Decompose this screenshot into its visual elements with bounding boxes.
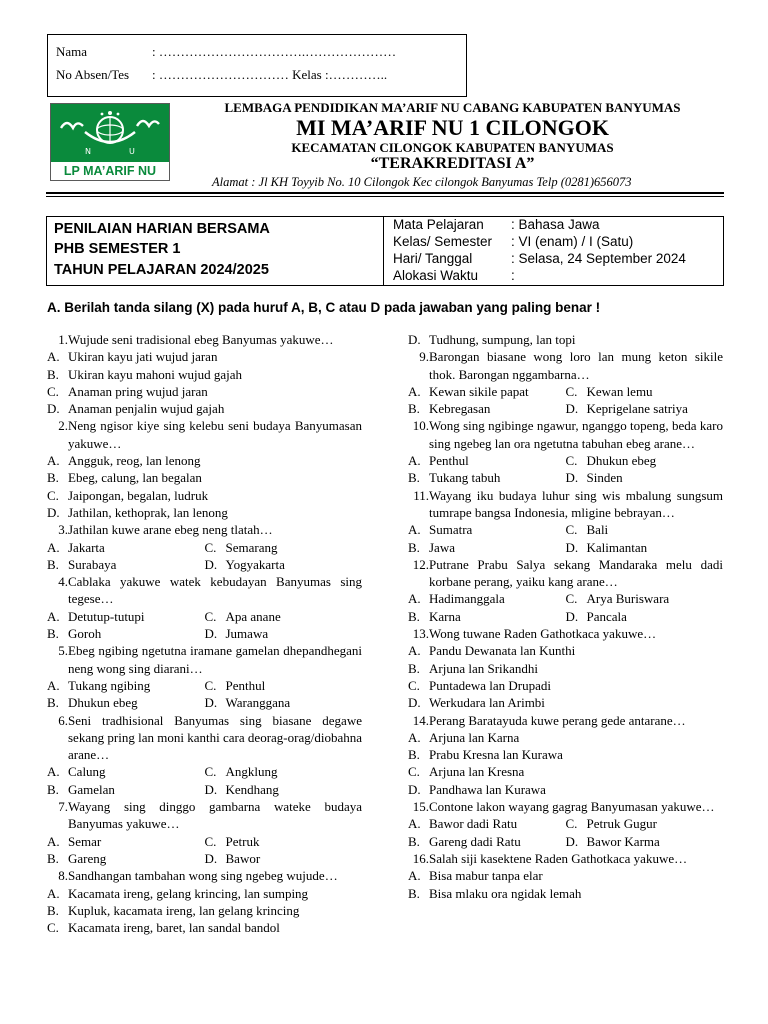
nu-emblem-icon xyxy=(55,108,165,160)
option-text: Petruk Gugur xyxy=(586,816,657,832)
answer-option[interactable] xyxy=(408,677,723,694)
answer-option[interactable] xyxy=(566,521,724,538)
question-text: Contone lakon wayang gagrag Banyumasan yakuwe… xyxy=(429,799,715,815)
option-letter: B. xyxy=(47,781,59,797)
name-row xyxy=(56,44,396,60)
question-number: 15. xyxy=(412,799,429,815)
questions-column-left xyxy=(47,331,362,936)
option-letter: D. xyxy=(565,470,579,486)
question-number: 16. xyxy=(412,850,429,866)
option-text: Ukiran kayu jati wujud jaran xyxy=(68,349,218,365)
name-field[interactable]: : …………………………….………………… xyxy=(152,44,397,59)
answer-option-row xyxy=(47,539,362,556)
option-letter: A. xyxy=(47,833,60,849)
exam-year: TAHUN PELAJARAN 2024/2025 xyxy=(54,262,269,278)
option-text: Angklung xyxy=(225,764,278,780)
answer-option[interactable] xyxy=(47,677,205,694)
option-text: Bali xyxy=(586,522,609,538)
option-text: Ukiran kayu mahoni wujud gajah xyxy=(68,366,243,382)
question-text: Neng ngisor kiye sing kelebu seni budaya Banyumasan yakuwe… xyxy=(68,418,362,451)
option-letter: A. xyxy=(47,608,60,624)
info-key: Hari/ Tanggal xyxy=(393,251,473,266)
option-letter: A. xyxy=(47,764,60,780)
answer-option[interactable] xyxy=(47,850,205,867)
question-text: Wong sing ngibinge ngawur, nganggo topeng, beda karo sing ngebeg lan ora ngetutna tabuhan ebeg arane… xyxy=(429,418,723,451)
option-letter: B. xyxy=(47,850,59,866)
option-letter: C. xyxy=(47,920,59,936)
answer-option-row xyxy=(408,452,723,469)
question-item xyxy=(47,798,362,833)
answer-option[interactable] xyxy=(408,660,723,677)
option-letter: C. xyxy=(408,677,420,693)
question-number: 13. xyxy=(412,626,429,642)
question-item xyxy=(408,417,723,452)
option-text: Arya Buriswara xyxy=(586,591,670,607)
school-name: MI MA’ARIF NU 1 CILONGOK xyxy=(296,115,609,140)
answer-option[interactable] xyxy=(47,919,362,936)
option-text: Sumatra xyxy=(429,522,473,538)
answer-option[interactable] xyxy=(47,625,205,642)
question-item xyxy=(408,712,723,729)
answer-option[interactable] xyxy=(566,469,724,486)
option-text: Bawor Karma xyxy=(586,833,660,849)
option-text: Penthul xyxy=(429,453,469,469)
option-text: Ebeg, calung, lan begalan xyxy=(68,470,202,486)
question-text: Wong tuwane Raden Gathotkaca yakuwe… xyxy=(429,626,657,642)
answer-option[interactable] xyxy=(47,902,362,919)
answer-option[interactable] xyxy=(47,366,362,383)
option-letter: A. xyxy=(47,349,60,365)
answer-option[interactable] xyxy=(408,331,723,348)
option-text: Arjuna lan Kresna xyxy=(429,764,525,780)
option-text: Goroh xyxy=(68,626,102,642)
answer-option[interactable] xyxy=(408,781,723,798)
option-text: Bawor dadi Ratu xyxy=(429,816,518,832)
option-text: Jakarta xyxy=(68,539,105,555)
option-letter: D. xyxy=(565,833,579,849)
answer-option[interactable] xyxy=(408,608,566,625)
answer-option[interactable] xyxy=(205,781,363,798)
option-letter: D. xyxy=(565,401,579,417)
answer-option-row xyxy=(47,763,362,780)
option-letter: A. xyxy=(408,522,421,538)
answer-option-row xyxy=(408,383,723,400)
option-text: Surabaya xyxy=(68,556,117,572)
option-letter: D. xyxy=(408,695,421,711)
answer-option[interactable] xyxy=(408,400,566,417)
option-letter: D. xyxy=(408,332,421,347)
answer-option[interactable] xyxy=(47,487,362,504)
info-key: Mata Pelajaran xyxy=(393,217,484,232)
answer-option[interactable] xyxy=(566,539,724,556)
question-item xyxy=(47,642,362,677)
option-text: Yogyakarta xyxy=(225,556,285,572)
option-text: Kalimantan xyxy=(586,539,648,555)
option-letter: C. xyxy=(204,539,217,555)
option-text: Keprigelane satriya xyxy=(586,401,688,417)
option-letter: B. xyxy=(408,401,420,417)
answer-option[interactable] xyxy=(566,833,724,850)
question-number: 7. xyxy=(58,799,68,815)
option-letter: D. xyxy=(565,539,579,555)
option-letter: D. xyxy=(204,850,218,866)
option-text: Gareng dadi Ratu xyxy=(429,833,521,849)
question-text: Wayang sing dinggo gambarna wateke budaya Banyumas yakuwe… xyxy=(68,799,362,832)
question-item xyxy=(408,487,723,522)
answer-option[interactable] xyxy=(47,504,362,521)
option-letter: C. xyxy=(565,591,578,607)
question-item xyxy=(47,867,362,884)
answer-option[interactable] xyxy=(408,539,566,556)
option-text: Kupluk, kacamata ireng, lan gelang krincing xyxy=(68,902,300,918)
option-text: Pandu Dewanata lan Kunthi xyxy=(429,643,576,659)
option-letter: C. xyxy=(204,677,217,693)
info-value: : VI (enam) / I (Satu) xyxy=(511,234,634,249)
option-text: Semarang xyxy=(225,539,278,555)
question-number: 11. xyxy=(413,487,429,503)
question-item xyxy=(408,348,723,383)
option-text: Kacamata ireng, gelang krincing, lan sumping xyxy=(68,885,309,901)
svg-text:U: U xyxy=(129,147,135,156)
answer-option-row xyxy=(408,539,723,556)
question-number: 3. xyxy=(58,522,68,538)
option-letter: C. xyxy=(204,764,217,780)
answer-option[interactable] xyxy=(408,469,566,486)
exam-info-box xyxy=(46,216,724,286)
answer-option[interactable] xyxy=(47,469,362,486)
answer-option-row xyxy=(47,781,362,798)
option-text: Apa anane xyxy=(225,608,281,624)
option-text: Angguk, reog, lan lenong xyxy=(68,453,201,469)
question-number: 4. xyxy=(58,574,68,590)
question-item xyxy=(47,712,362,764)
answer-option[interactable] xyxy=(205,763,363,780)
answer-option[interactable] xyxy=(205,625,363,642)
question-number: 9. xyxy=(419,349,429,365)
question-number: 1. xyxy=(58,332,68,347)
identity-box xyxy=(47,34,467,97)
question-item xyxy=(47,331,362,348)
option-text: Jawa xyxy=(429,539,455,555)
option-text: Puntadewa lan Drupadi xyxy=(429,677,552,693)
question-number: 2. xyxy=(58,418,68,434)
answer-option-row xyxy=(408,469,723,486)
info-subject xyxy=(393,217,600,232)
option-text: Kacamata ireng, baret, lan sandal bandol xyxy=(68,920,280,936)
option-letter: A. xyxy=(47,677,60,693)
question-item xyxy=(408,556,723,591)
option-text: Detutup-tutupi xyxy=(68,608,145,624)
question-item xyxy=(47,573,362,608)
question-number: 6. xyxy=(58,712,68,728)
option-text: Kewan sikile papat xyxy=(429,383,529,399)
option-text: Kewan lemu xyxy=(586,383,653,399)
option-letter: B. xyxy=(47,470,59,486)
option-letter: B. xyxy=(408,539,420,555)
option-letter: A. xyxy=(408,453,421,469)
address-line: Alamat : Jl KH Toyyib No. 10 Cilongok Kec cilongok Banyumas Telp (0281)656073 xyxy=(212,175,632,189)
answer-option-row xyxy=(408,833,723,850)
answer-option[interactable] xyxy=(408,452,566,469)
option-letter: B. xyxy=(47,366,59,382)
answer-option[interactable] xyxy=(408,694,723,711)
option-text: Dhukun ebeg xyxy=(68,695,138,711)
option-text: Bisa mlaku ora ngidak lemah xyxy=(429,885,582,901)
answer-option[interactable] xyxy=(47,608,205,625)
option-text: Gareng xyxy=(68,850,107,866)
option-letter: C. xyxy=(565,522,578,538)
option-letter: B. xyxy=(408,833,420,849)
answer-option-row xyxy=(47,694,362,711)
option-text: Jumawa xyxy=(225,626,269,642)
answer-option-row xyxy=(408,608,723,625)
option-text: Karna xyxy=(429,608,461,624)
answer-option[interactable] xyxy=(566,815,724,832)
question-text: Seni tradhisional Banyumas sing biasane degawe sekang pring lan moni kanthi cara deorag-orag/diobahna arane… xyxy=(68,712,362,763)
answer-option[interactable] xyxy=(408,833,566,850)
question-text: Barongan biasane wong loro lan mung keton sikile thok. Barongan nggambarna… xyxy=(429,349,723,382)
option-text: Bawor xyxy=(225,850,261,866)
option-letter: D. xyxy=(204,781,218,797)
option-text: Bisa mabur tanpa elar xyxy=(429,868,543,884)
school-logo xyxy=(50,103,170,181)
option-text: Anaman penjalin wujud gajah xyxy=(68,401,225,417)
option-text: Werkudara lan Arimbi xyxy=(429,695,545,711)
answer-option[interactable] xyxy=(205,850,363,867)
option-text: Semar xyxy=(68,833,102,849)
answer-option[interactable] xyxy=(566,400,724,417)
question-text: Sandhangan tambahan wong sing ngebeg wujude… xyxy=(68,868,338,884)
answer-option-row xyxy=(47,625,362,642)
question-number: 14. xyxy=(412,712,429,728)
option-text: Petruk xyxy=(225,833,260,849)
answer-option[interactable] xyxy=(566,590,724,607)
info-date xyxy=(393,251,686,266)
question-text: Salah siji kasektene Raden Gathotkaca yakuwe… xyxy=(429,850,688,866)
district-line: KECAMATAN CILONGOK KABUPATEN BANYUMAS xyxy=(291,140,614,155)
option-letter: D. xyxy=(204,695,218,711)
option-text: Prabu Kresna lan Kurawa xyxy=(429,747,563,763)
option-letter: A. xyxy=(408,729,421,745)
option-letter: A. xyxy=(47,453,60,469)
option-letter: B. xyxy=(47,556,59,572)
option-text: Tukang ngibing xyxy=(68,677,151,693)
option-text: Pancala xyxy=(586,608,627,624)
absen-label: No Absen/Tes xyxy=(56,67,130,82)
option-text: Penthul xyxy=(225,677,266,693)
option-text: Jathilan, kethoprak, lan lenong xyxy=(68,504,228,520)
option-text: Arjuna lan Karna xyxy=(429,729,520,745)
exam-semester: PHB SEMESTER 1 xyxy=(54,241,181,257)
questions-column-right xyxy=(408,331,723,902)
answer-option[interactable] xyxy=(408,590,566,607)
instruction: A. Berilah tanda silang (X) pada huruf A, B, C atau D pada jawaban yang paling benar ! xyxy=(47,300,601,315)
answer-option[interactable] xyxy=(47,885,362,902)
info-time xyxy=(393,268,515,283)
question-text: Jathilan kuwe arane ebeg neng tlatah… xyxy=(68,522,273,538)
answer-option[interactable] xyxy=(47,763,205,780)
answer-option-row xyxy=(408,590,723,607)
question-number: 5. xyxy=(58,643,68,659)
option-letter: C. xyxy=(204,833,217,849)
option-letter: D. xyxy=(565,608,579,624)
option-letter: D. xyxy=(204,556,218,572)
answer-option-row xyxy=(408,400,723,417)
logo-caption: LP MA’ARIF NU xyxy=(51,162,169,180)
option-text: Kebregasan xyxy=(429,401,491,417)
question-item xyxy=(408,850,723,867)
option-text: Tukang tabuh xyxy=(429,470,501,486)
info-class xyxy=(393,234,633,249)
option-letter: D. xyxy=(204,626,218,642)
option-letter: C. xyxy=(47,383,59,399)
question-text: Cablaka yakuwe watek kebudayan Banyumas sing tegese… xyxy=(68,574,362,607)
answer-option[interactable] xyxy=(205,694,363,711)
answer-option-row xyxy=(47,677,362,694)
answer-option[interactable] xyxy=(408,885,723,902)
answer-option-row xyxy=(47,850,362,867)
answer-option[interactable] xyxy=(47,781,205,798)
option-letter: D. xyxy=(47,401,60,417)
svg-text:N: N xyxy=(85,147,91,156)
info-key: Kelas/ Semester xyxy=(393,234,493,249)
question-number: 8. xyxy=(58,868,68,884)
answer-option[interactable] xyxy=(408,642,723,659)
option-letter: B. xyxy=(47,902,59,918)
question-number: 12. xyxy=(412,556,429,572)
question-text: Wujude seni tradisional ebeg Banyumas yakuwe… xyxy=(68,332,334,347)
answer-option[interactable] xyxy=(47,833,205,850)
option-letter: C. xyxy=(408,764,420,780)
option-text: Anaman pring wujud jaran xyxy=(68,383,208,399)
answer-option-row xyxy=(408,521,723,538)
answer-option-row xyxy=(47,833,362,850)
name-label: Nama xyxy=(56,44,88,59)
answer-option[interactable] xyxy=(408,521,566,538)
answer-option[interactable] xyxy=(47,383,362,400)
option-text: Gamelan xyxy=(68,781,115,797)
answer-option[interactable] xyxy=(408,383,566,400)
answer-option-row xyxy=(47,556,362,573)
info-key: Alokasi Waktu xyxy=(393,268,479,283)
option-letter: A. xyxy=(408,643,421,659)
answer-option-row xyxy=(47,608,362,625)
info-value: : Bahasa Jawa xyxy=(511,217,600,232)
option-letter: C. xyxy=(204,608,217,624)
accreditation: “TERAKREDITASI A” xyxy=(370,155,535,172)
absen-row xyxy=(56,67,387,83)
option-text: Dhukun ebeg xyxy=(586,453,657,469)
letterhead-divider xyxy=(46,192,724,194)
answer-option[interactable] xyxy=(408,729,723,746)
answer-option[interactable] xyxy=(47,556,205,573)
answer-option[interactable] xyxy=(566,383,724,400)
option-letter: A. xyxy=(408,591,421,607)
option-text: Hadimanggala xyxy=(429,591,505,607)
answer-option[interactable] xyxy=(408,763,723,780)
answer-option[interactable] xyxy=(205,608,363,625)
answer-option[interactable] xyxy=(408,746,723,763)
answer-option-row xyxy=(408,815,723,832)
option-letter: C. xyxy=(565,383,578,399)
answer-option[interactable] xyxy=(47,348,362,365)
question-number: 10. xyxy=(412,418,429,434)
answer-option[interactable] xyxy=(408,867,723,884)
option-letter: B. xyxy=(408,885,420,901)
option-letter: A. xyxy=(47,539,60,555)
info-divider xyxy=(383,217,384,285)
answer-option[interactable] xyxy=(47,400,362,417)
option-letter: C. xyxy=(47,487,59,503)
answer-option[interactable] xyxy=(47,539,205,556)
letterhead-divider-thin xyxy=(46,196,724,197)
option-letter: A. xyxy=(408,868,421,884)
exam-title: PENILAIAN HARIAN BERSAMA xyxy=(54,221,270,237)
question-item xyxy=(408,625,723,642)
info-value: : xyxy=(511,268,515,283)
absen-kelas-field[interactable]: : ………………………… Kelas :………….. xyxy=(152,67,388,82)
option-letter: A. xyxy=(47,885,60,901)
option-letter: D. xyxy=(47,504,60,520)
answer-option[interactable] xyxy=(205,677,363,694)
question-text: Wayang iku budaya luhur sing wis mbalung sungsum tumrape bangsa Indonesia, mligine bebrayan… xyxy=(429,487,723,520)
option-letter: C. xyxy=(565,453,578,469)
option-text: Waranggana xyxy=(225,695,291,711)
option-text: Jaipongan, begalan, ludruk xyxy=(68,487,209,503)
question-item xyxy=(408,798,723,815)
option-text: Tudhung, sumpung, lan topi xyxy=(429,332,576,347)
option-text: Sinden xyxy=(586,470,623,486)
option-letter: D. xyxy=(408,781,421,797)
question-item xyxy=(47,417,362,452)
option-text: Kendhang xyxy=(225,781,279,797)
answer-option[interactable] xyxy=(408,815,566,832)
option-letter: B. xyxy=(47,695,59,711)
option-letter: B. xyxy=(408,747,420,763)
question-text: Putrane Prabu Salya sekang Mandaraka melu dadi korbane perang, yaiku kang arane… xyxy=(429,556,723,590)
foundation-name: LEMBAGA PENDIDIKAN MA’ARIF NU CABANG KABUPATEN BANYUMAS xyxy=(224,100,681,115)
info-value: : Selasa, 24 September 2024 xyxy=(511,251,686,266)
answer-option[interactable] xyxy=(566,452,724,469)
option-letter: A. xyxy=(408,383,421,399)
answer-option[interactable] xyxy=(566,608,724,625)
option-letter: B. xyxy=(408,660,420,676)
option-letter: B. xyxy=(408,608,420,624)
answer-option[interactable] xyxy=(205,833,363,850)
option-letter: B. xyxy=(47,626,59,642)
option-text: Arjuna lan Srikandhi xyxy=(429,660,539,676)
option-letter: A. xyxy=(408,816,421,832)
option-text: Pandhawa lan Kurawa xyxy=(429,781,546,797)
question-text: Perang Baratayuda kuwe perang gede antarane… xyxy=(429,712,686,728)
answer-option[interactable] xyxy=(205,556,363,573)
answer-option[interactable] xyxy=(47,452,362,469)
option-text: Calung xyxy=(68,764,106,780)
option-letter: B. xyxy=(408,470,420,486)
question-text: Ebeg ngibing ngetutna iramane gamelan dhepandhegani neng wong sing diarani… xyxy=(68,643,362,676)
option-letter: C. xyxy=(565,816,578,832)
answer-option[interactable] xyxy=(205,539,363,556)
answer-option[interactable] xyxy=(47,694,205,711)
question-item xyxy=(47,521,362,538)
